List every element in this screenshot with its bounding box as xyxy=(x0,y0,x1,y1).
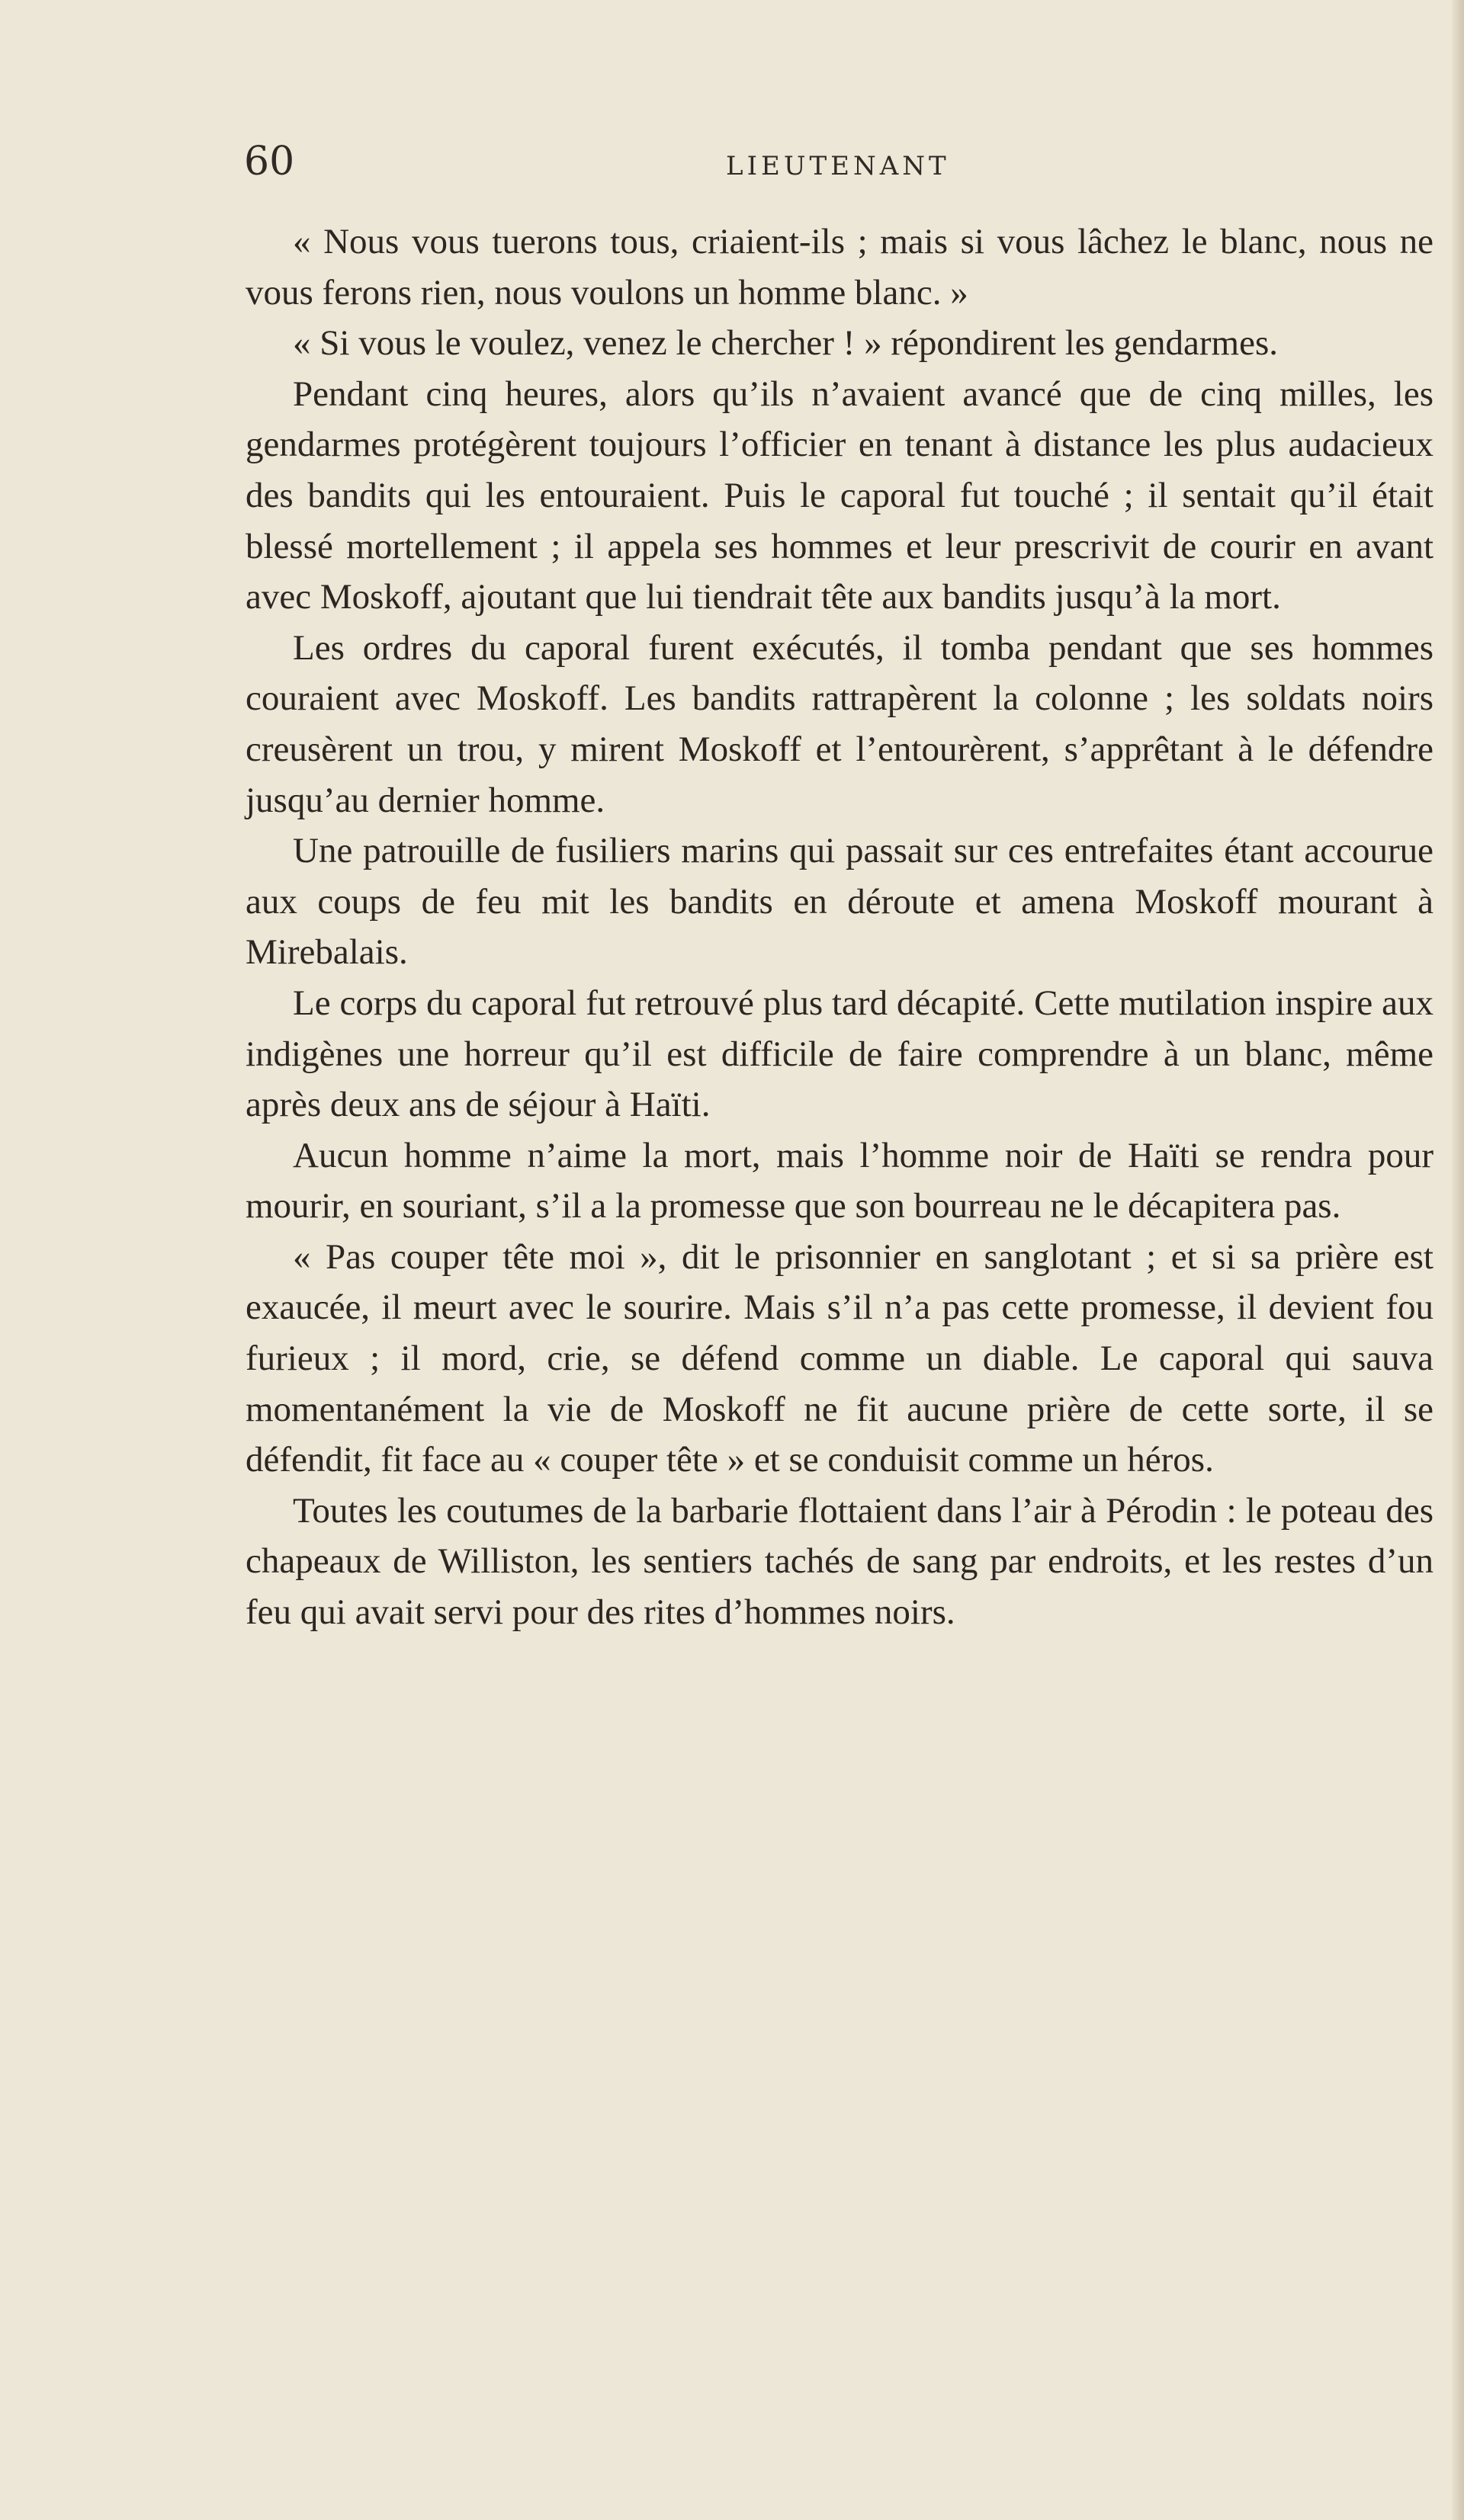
page-number: 60 xyxy=(244,139,295,184)
page-edge xyxy=(1452,0,1464,2520)
paragraph-5: Une patrouille de fusiliers marins qui passait sur ces entrefaites étant accourue aux coups de feu mit les bandits en déroute et amena Moskoff mourant à Mirebalais. xyxy=(246,831,1434,973)
running-head xyxy=(244,137,1434,191)
paragraph-2: « Si vous le voulez, venez le chercher ! » répondirent les gendarmes. xyxy=(293,323,1279,364)
paragraph-1: « Nous vous tuerons tous, criaient-ils ; mais si vous lâchez le blanc, nous ne vous ferons rien, nous voulons un homme blanc. » xyxy=(246,222,1434,313)
body-text xyxy=(246,216,1434,1638)
running-title: LIEUTENANT xyxy=(726,151,950,181)
paragraph-7: Aucun homme n’aime la mort, mais l’homme noir de Haïti se rendra pour mourir, en souriant, s’il a la promesse que son bourreau ne le décapitera pas. xyxy=(246,1135,1434,1226)
paragraph-4: Les ordres du caporal furent exécutés, il tomba pendant que ses hommes couraient avec Moskoff. Les bandits rattrapèrent la colonne ; les soldats noirs creusèrent un trou, y mirent Moskoff et l’entourèrent, s’apprêtant à le défendre jusqu’au dernier homme. xyxy=(246,627,1434,820)
paragraph-6: Le corps du caporal fut retrouvé plus tard décapité. Cette mutilation inspire aux indigènes une horreur qu’il est difficile de faire comprendre à un blanc, même après deux ans de séjour à Haïti. xyxy=(246,983,1434,1125)
paragraph-9: Toutes les coutumes de la barbarie flottaient dans l’air à Pérodin : le poteau des chapeaux de Williston, les sentiers tachés de sang par endroits, et les restes d’un feu qui avait servi pour des rites d’hommes noirs. xyxy=(246,1490,1434,1633)
paragraph-3: Pendant cinq heures, alors qu’ils n’avaient avancé que de cinq milles, les gendarmes protégèrent toujours l’officier en tenant à distance les plus audacieux des bandits qui les entouraient. Puis le caporal fut touché ; il sentait qu’il était blessé mortellement ; il appela ses hommes et leur prescrivit de courir en avant avec Moskoff, ajoutant que lui tiendrait tête aux bandits jusqu’à la mort. xyxy=(246,374,1434,617)
paragraph-8: « Pas couper tête moi », dit le prisonnier en sanglotant ; et si sa prière est exaucée, il meurt avec le sourire. Mais s’il n’a pas cette promesse, il devient fou furieux ; il mord, crie, se défend comme un diable. Le caporal qui sauva momentanément la vie de Moskoff ne fit aucune prière de cette sorte, il se défendit, fit face au « couper tête » et se conduisit comme un héros. xyxy=(246,1236,1434,1480)
